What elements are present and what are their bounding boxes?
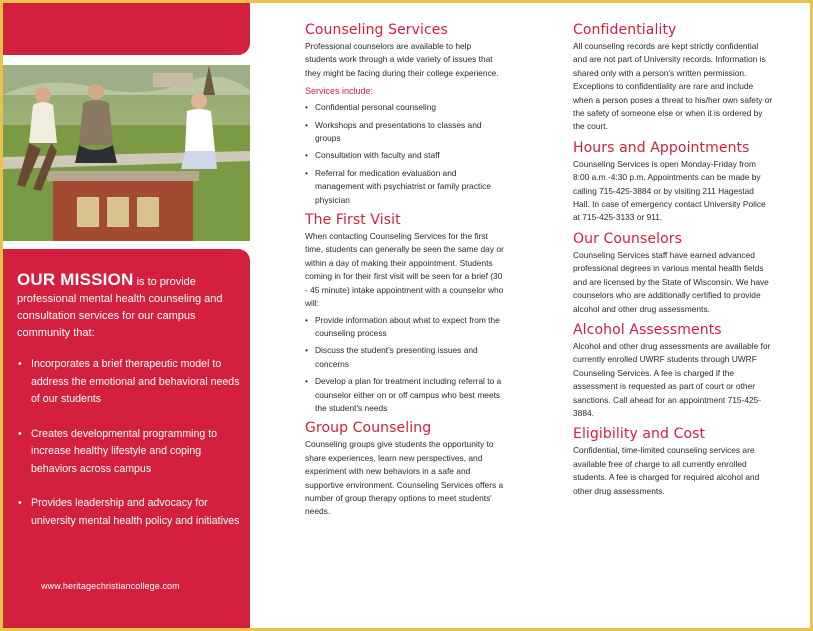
left-panel: [3, 3, 253, 628]
mission-intro-paragraph: [17, 271, 240, 342]
alcohol-heading: Alcohol Assessments: [573, 321, 722, 338]
first-visit-heading: The First Visit: [305, 212, 401, 229]
service-item: • Confidential personal counseling: [305, 101, 505, 114]
first-visit-body: When contacting Counseling Services for the first time, students can generally be seen the same day or within a day of making their appointment. Students coming in for their first visit will be seen for a brief (30 - 45 minute) intake appointment with a counselor who will:: [305, 231, 504, 309]
confidentiality-heading: Confidentiality: [573, 22, 677, 38]
group-counseling-body: Counseling groups give students the opportunity to share experiences, learn new perspectives, and experiment with new behaviors in a safe and supportive environment. Counseling Services offers a number of group therapy options to meet students' needs.: [305, 439, 504, 517]
students-photo-illustration: [3, 65, 250, 241]
hours-body: Counseling Services is open Monday-Friday from 8:00 a.m.-4:30 p.m. Appointments can be made by calling 715-425-3884 or by visiting 211 Hagestad Hall. In case of emergency contact University Police at 715-425-3133 or 911.: [573, 158, 766, 223]
hours-heading: Hours and Appointments: [573, 139, 750, 156]
header-band: [3, 3, 250, 55]
counselors-heading: Our Counselors: [573, 230, 682, 247]
confidentiality-body: All counseling records are kept strictly confidential and are not part of University records. Information is shared only with a person's written permission. Exceptions to confidentiality are rare and include when a person poses a threat to his/her own safety or the safety of someone else or when it is ordered by the court.: [573, 41, 773, 132]
counseling-services-body: Professional counselors are available to help students work through a wide variety of issues that they might be facing during their college experience.: [305, 41, 499, 78]
right-column: [573, 21, 773, 498]
counselors-body: Counseling Services staff have earned advanced professional degrees in various mental health fields and are licensed by the State of Wisconsin. We have counselors who are additionally certified to provide alcohol and other drug assessments.: [573, 249, 769, 314]
middle-column: [305, 21, 505, 519]
first-visit-item: • Provide information about what to expect from the counseling process: [305, 314, 505, 341]
services-list: [305, 101, 505, 207]
mission-panel: [3, 249, 250, 628]
eligibility-heading: Eligibility and Cost: [573, 426, 706, 443]
mission-intro-text: is to provide professional mental health counseling and consultation services for our campus community that:: [17, 276, 223, 339]
services-include-label: Services include:: [305, 86, 374, 97]
service-item: • Consultation with faculty and staff: [305, 149, 505, 162]
counseling-services-heading: Counseling Services: [305, 22, 448, 38]
students-photo: [3, 65, 250, 241]
alcohol-body: Alcohol and other drug assessments are available for currently enrolled UWRF students through UWRF Counseling Services. A fee is charged if the assessment is requested as part of court or other sanctions. Call ahead for an appointment 715-425-3884.: [573, 340, 771, 418]
service-item: • Workshops and presentations to classes and groups: [305, 119, 505, 146]
mission-item: • Provides leadership and advocacy for university mental health policy and initiatives: [17, 495, 240, 530]
first-visit-item: • Develop a plan for treatment including referral to a counselor either on or off campus who best meets the student's needs: [305, 375, 505, 415]
first-visit-list: [305, 314, 505, 416]
brochure-page: [3, 3, 810, 628]
mission-heading: OUR MISSION: [17, 270, 134, 289]
website-url: www.heritagechristiancollege.com: [41, 581, 180, 591]
mission-item: • Creates developmental programming to increase healthy lifestyle and coping behaviors across campus: [17, 426, 240, 479]
mission-list: [17, 356, 240, 530]
mission-item: • Incorporates a brief therapeutic model to address the emotional and behavioral needs of our students: [17, 356, 240, 409]
eligibility-body: Confidential, time-limited counseling services are available free of charge to all currently enrolled students. A fee is charged for required alcohol and other drug assessments.: [573, 445, 760, 496]
service-item: • Referral for medication evaluation and management with psychiatrist or family practice physician: [305, 167, 505, 207]
first-visit-item: • Discuss the student's presenting issues and concerns: [305, 344, 505, 371]
group-counseling-heading: Group Counseling: [305, 420, 432, 437]
